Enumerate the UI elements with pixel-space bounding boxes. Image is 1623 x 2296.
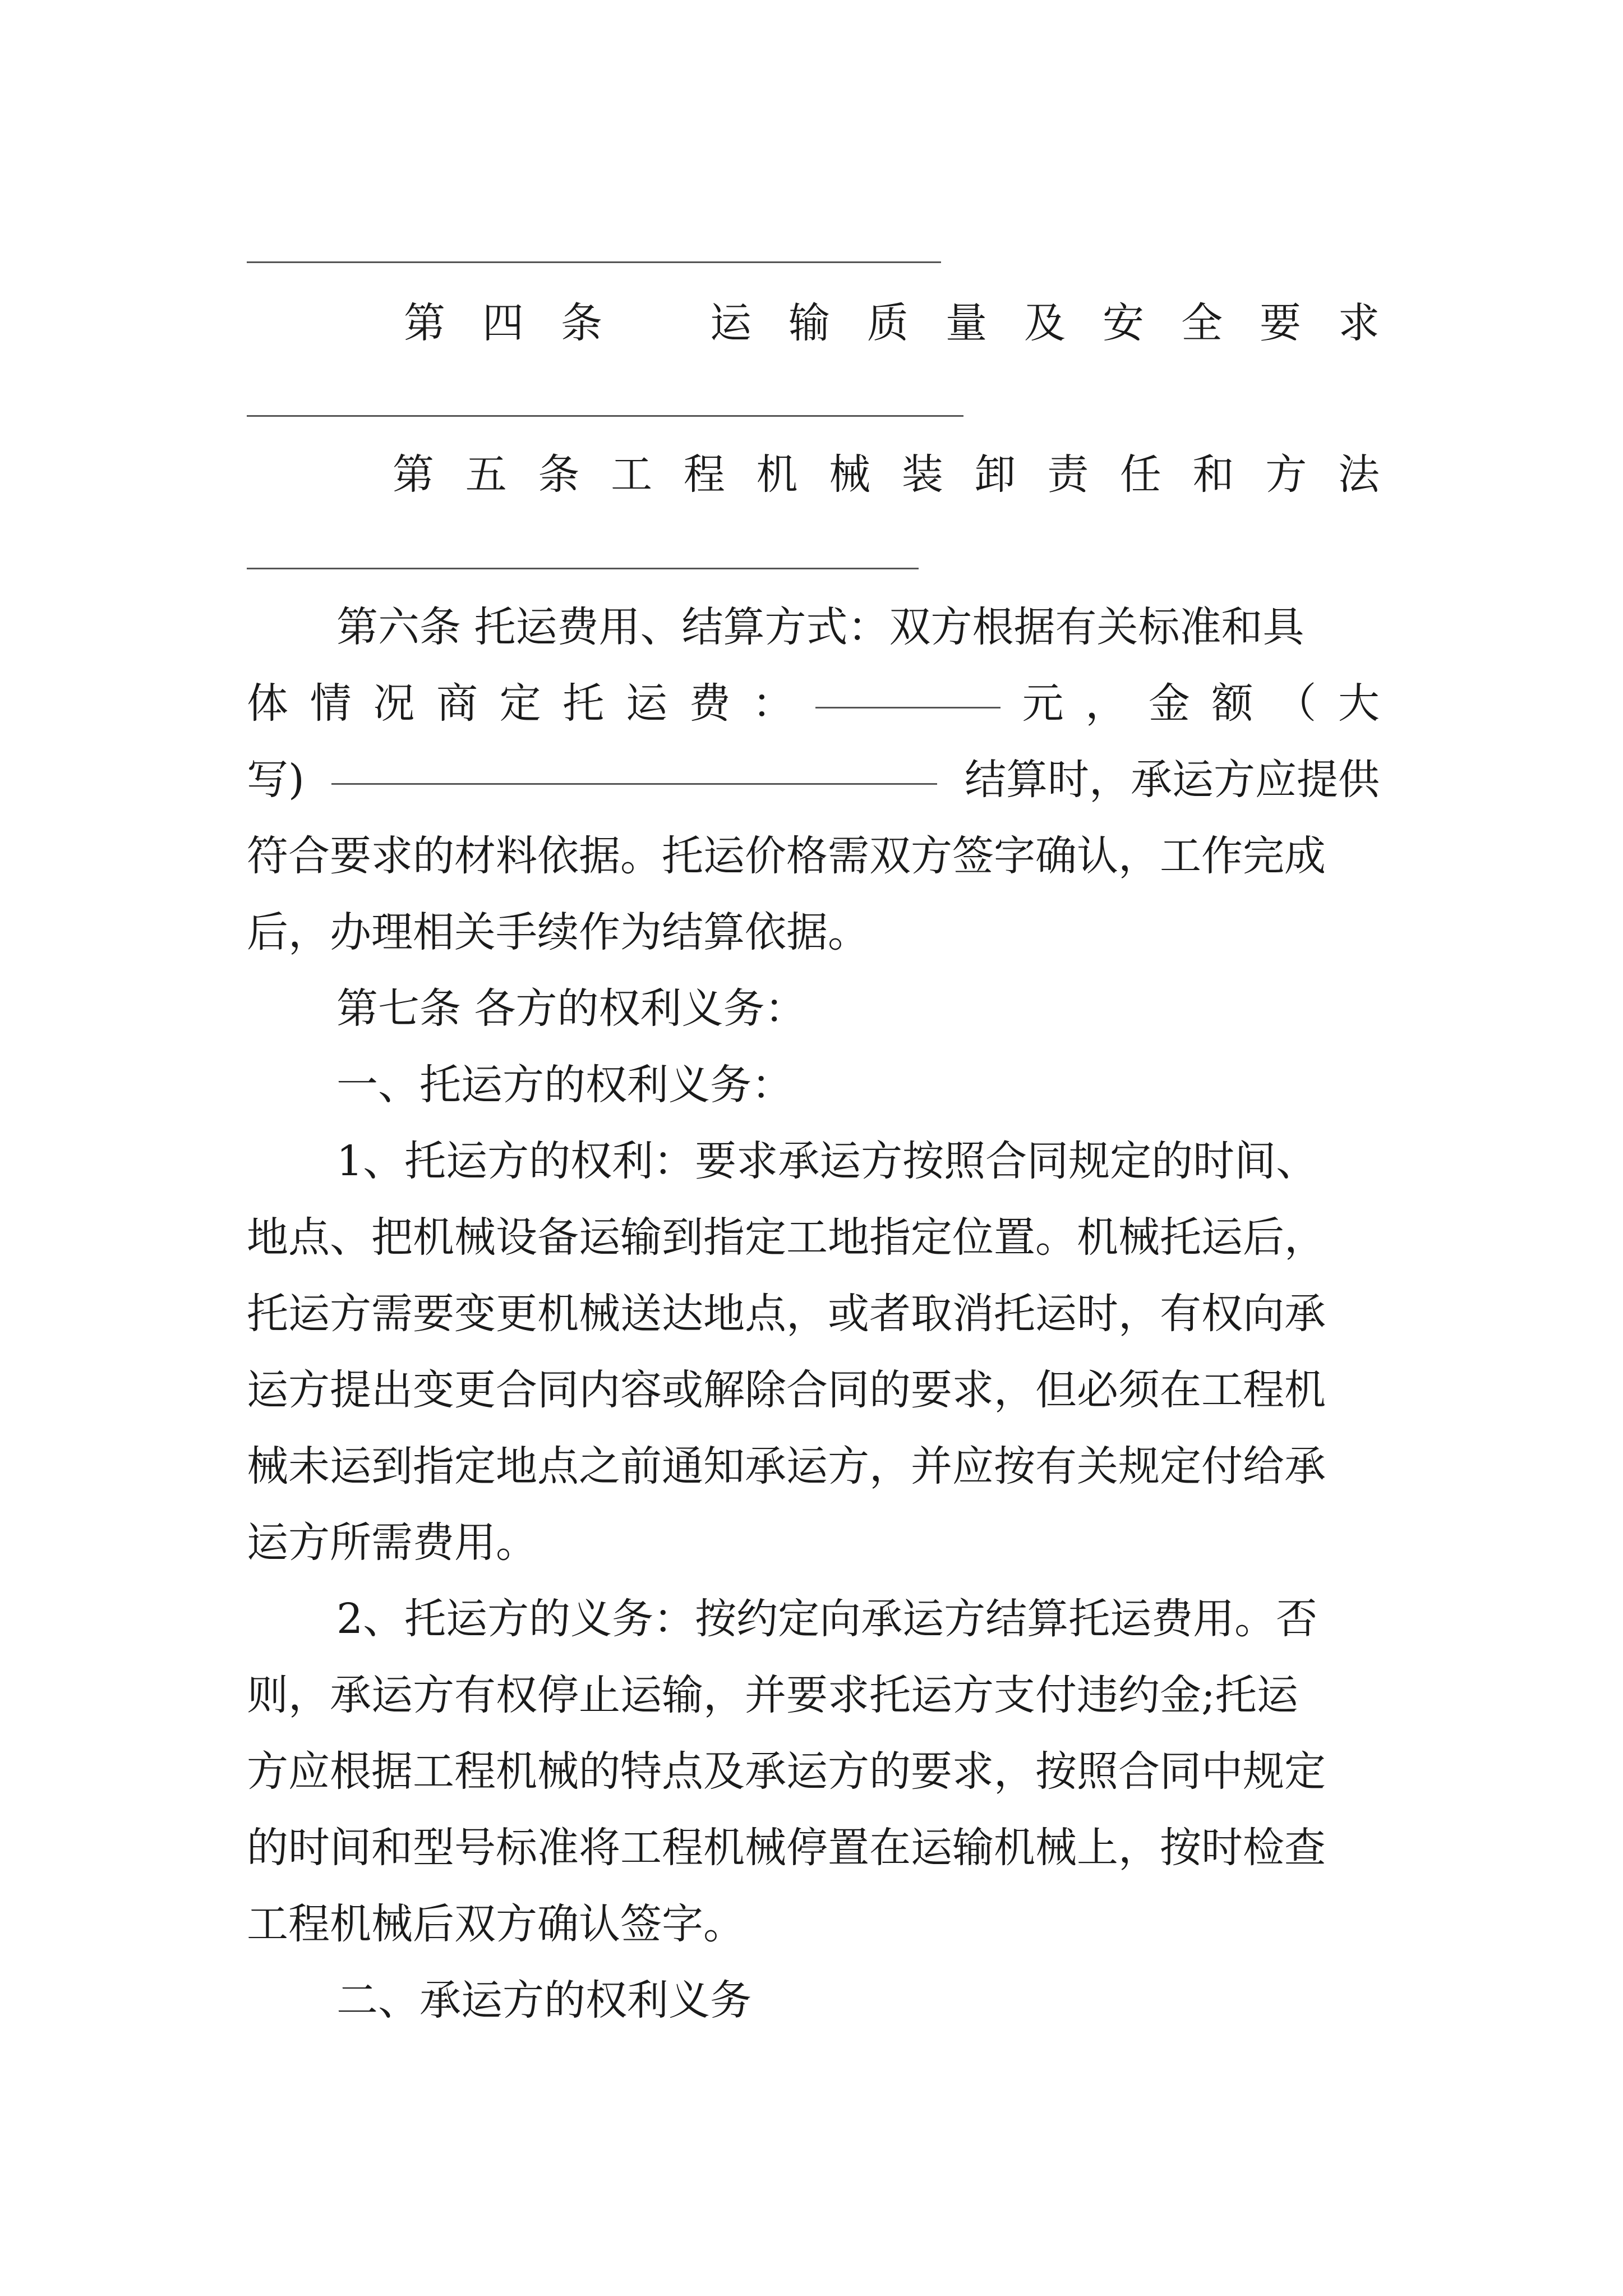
section-2-title: 二、承运方的权利义务 xyxy=(336,1976,751,2024)
heading-char: 任 xyxy=(1119,450,1161,499)
blank-line xyxy=(247,415,963,417)
section-1-title: 一、托运方的权利义务： xyxy=(336,1061,793,1109)
heading-char: 责 xyxy=(1047,450,1089,499)
heading-char: 质 xyxy=(867,299,909,347)
heading-char: 元 xyxy=(1022,679,1064,728)
heading-char: 要 xyxy=(1260,299,1301,347)
para-1-line-2: 地点、把机械设备运输到指定工地指定位置。机械托运后， xyxy=(247,1213,1326,1262)
heading-char: 全 xyxy=(1181,299,1223,347)
blank-line xyxy=(247,568,919,569)
heading-char: 工 xyxy=(611,450,653,499)
article-6-line-3-prefix: 写) xyxy=(247,756,305,804)
heading-char: 法 xyxy=(1338,450,1380,499)
heading-char: 五 xyxy=(465,450,507,499)
para-1-line-3: 托运方需要变更机械送达地点，或者取消托运时，有权向承 xyxy=(247,1290,1326,1338)
heading-char: 托 xyxy=(562,679,605,728)
heading-char: 和 xyxy=(1192,450,1234,499)
para-1-line-5: 械未运到指定地点之前通知承运方，并应按有关规定付给承 xyxy=(247,1442,1326,1490)
article-7-title: 第七条 各方的权利义务： xyxy=(336,984,806,1033)
article-6-line-3 xyxy=(247,742,1380,818)
heading-char: （ xyxy=(1275,679,1317,728)
heading-char: 条 xyxy=(538,450,580,499)
heading-char: 情 xyxy=(310,679,352,728)
article-5-heading xyxy=(247,441,1380,508)
heading-char: 及 xyxy=(1024,299,1066,347)
para-2-line-1: 2、托运方的义务：按约定向承运方结算托运费用。否 xyxy=(336,1595,1318,1643)
heading-char: 体 xyxy=(247,679,288,728)
heading-char: 金 xyxy=(1148,679,1190,728)
article-6-line-5: 后，办理相关手续作为结算依据。 xyxy=(247,908,869,956)
heading-char: 装 xyxy=(901,450,943,499)
para-2-line-2: 则，承运方有权停止运输，并要求托运方支付违约金;托运 xyxy=(247,1671,1298,1719)
heading-char: 定 xyxy=(499,679,541,728)
para-1-line-6: 运方所需费用。 xyxy=(247,1519,537,1567)
heading-gap xyxy=(639,289,673,357)
blank-line xyxy=(247,261,941,263)
heading-char: 第 xyxy=(393,450,434,499)
heading-char: 安 xyxy=(1103,299,1144,347)
heading-char: 械 xyxy=(829,450,871,499)
heading-char: 卸 xyxy=(974,450,1016,499)
heading-char: 况 xyxy=(373,679,415,728)
para-1-line-1: 1、托运方的权利：要求承运方按照合同规定的时间、 xyxy=(336,1137,1318,1185)
article-4-heading xyxy=(247,289,1380,357)
heading-char: 额 xyxy=(1211,679,1253,728)
article-6-line-2 xyxy=(247,665,1380,742)
heading-char: 商 xyxy=(436,679,478,728)
heading-char: 方 xyxy=(1265,450,1307,499)
heading-char: 运 xyxy=(625,679,667,728)
heading-char: 费 xyxy=(689,679,731,728)
article-6-line-1: 第六条 托运费用、结算方式：双方根据有关标准和具 xyxy=(336,603,1304,651)
heading-char: 输 xyxy=(789,299,830,347)
heading-char: 量 xyxy=(946,299,987,347)
heading-char: 大 xyxy=(1338,679,1380,728)
para-2-line-5: 工程机械后双方确认签字。 xyxy=(247,1900,745,1948)
amount-uppercase-blank xyxy=(331,742,937,785)
heading-char: ， xyxy=(1085,679,1127,728)
article-6-line-4: 符合要求的材料依据。托运价格需双方签字确认，工作完成 xyxy=(247,832,1326,880)
para-1-line-4: 运方提出变更合同内容或解除合同的要求，但必须在工程机 xyxy=(247,1366,1326,1414)
heading-char: 运 xyxy=(710,299,751,347)
para-2-line-3: 方应根据工程机械的特点及承运方的要求，按照合同中规定 xyxy=(247,1747,1326,1796)
heading-char: 机 xyxy=(756,450,798,499)
heading-char: 条 xyxy=(561,299,602,347)
heading-char: 求 xyxy=(1338,299,1380,347)
heading-char: 程 xyxy=(683,450,725,499)
heading-char: 第 xyxy=(404,299,445,347)
heading-char: ： xyxy=(752,679,794,728)
heading-char: 四 xyxy=(482,299,524,347)
amount-blank xyxy=(815,665,1000,708)
para-2-line-4: 的时间和型号标准将工程机械停置在运输机械上，按时检查 xyxy=(247,1824,1326,1872)
article-6-line-3-suffix: 结算时，承运方应提供 xyxy=(965,756,1380,804)
